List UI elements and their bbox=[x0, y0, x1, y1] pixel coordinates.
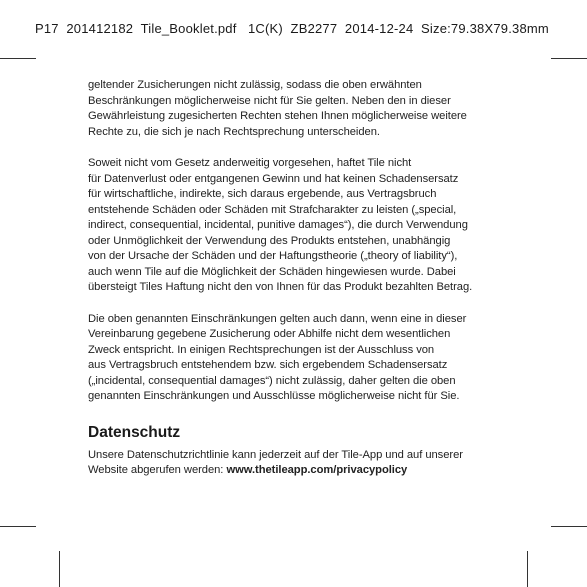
crop-mark-bottom-right bbox=[551, 526, 587, 527]
crop-mark-bottom-left bbox=[0, 526, 36, 527]
crop-mark-top-right bbox=[551, 58, 587, 59]
privacy-paragraph bbox=[88, 448, 518, 479]
crop-mark-top-left bbox=[0, 58, 36, 59]
warranty-rights-paragraph: geltender Zusicherungen nicht zulässig, sodass die oben erwähnten Beschränkungen möglicherweise nicht für Sie gelten. Neben den in dieser Gewährleistung zugesicherten Rechten stehen Ihnen möglicherweise weitere Rechte zu, die sich je nach Rechtsprechung unterscheiden. bbox=[88, 79, 467, 138]
crop-mark-bottom-left-vertical bbox=[59, 551, 60, 587]
limitations-paragraph: Die oben genannten Einschränkungen gelten auch dann, wenn eine in dieser Vereinbarung gegebene Zusicherung oder Abhilfe nicht dem wesentlichen Zweck entspricht. In einigen Rechtsprechungen ist der Ausschluss von aus Vertragsbruch entstehendem bzw. sich ergebendem Schadensersatz („incidental, consequential damages“) nicht zulässig, daher gelten die oben genannten Einschränkungen und Ausschlüsse möglicherweise nicht für Sie. bbox=[88, 312, 467, 402]
print-header: P17 201412182 Tile_Booklet.pdf 1C(K) ZB2277 2014-12-24 Size:79.38X79.38mm bbox=[35, 21, 549, 36]
crop-mark-bottom-right-vertical bbox=[527, 551, 528, 587]
liability-paragraph: Soweit nicht vom Gesetz anderweitig vorgesehen, haftet Tile nicht für Datenverlust oder entgangenen Gewinn und hat keinen Schadensersatz für wirtschaftliche, indirekte, sich daraus ergebende, aus Vertragsbruch entstehende Schäden oder Schäden mit Strafcharakter zu leisten („special, indirect, consequential, incidental, punitive damages“), die durch Verwendung oder Unmöglichkeit der Verwendung des Produkts entstehen, unabhängig von der Ursache der Schäden und der Haftungstheorie („theory of liability“), auch wenn Tile auf die Möglichkeit der Schäden hingewiesen wurde. Dabei übersteigt Tiles Haftung nicht den von Ihnen für das Produkt bezahlten Betrag. bbox=[88, 157, 473, 293]
page-content bbox=[88, 78, 518, 479]
privacy-heading: Datenschutz bbox=[88, 423, 181, 441]
privacy-policy-link[interactable]: www.thetileapp.com/privacypolicy bbox=[226, 464, 408, 476]
privacy-text: Unsere Datenschutzrichtlinie kann jederzeit auf der Tile-App und auf unserer Website abgerufen werden: bbox=[88, 448, 463, 476]
